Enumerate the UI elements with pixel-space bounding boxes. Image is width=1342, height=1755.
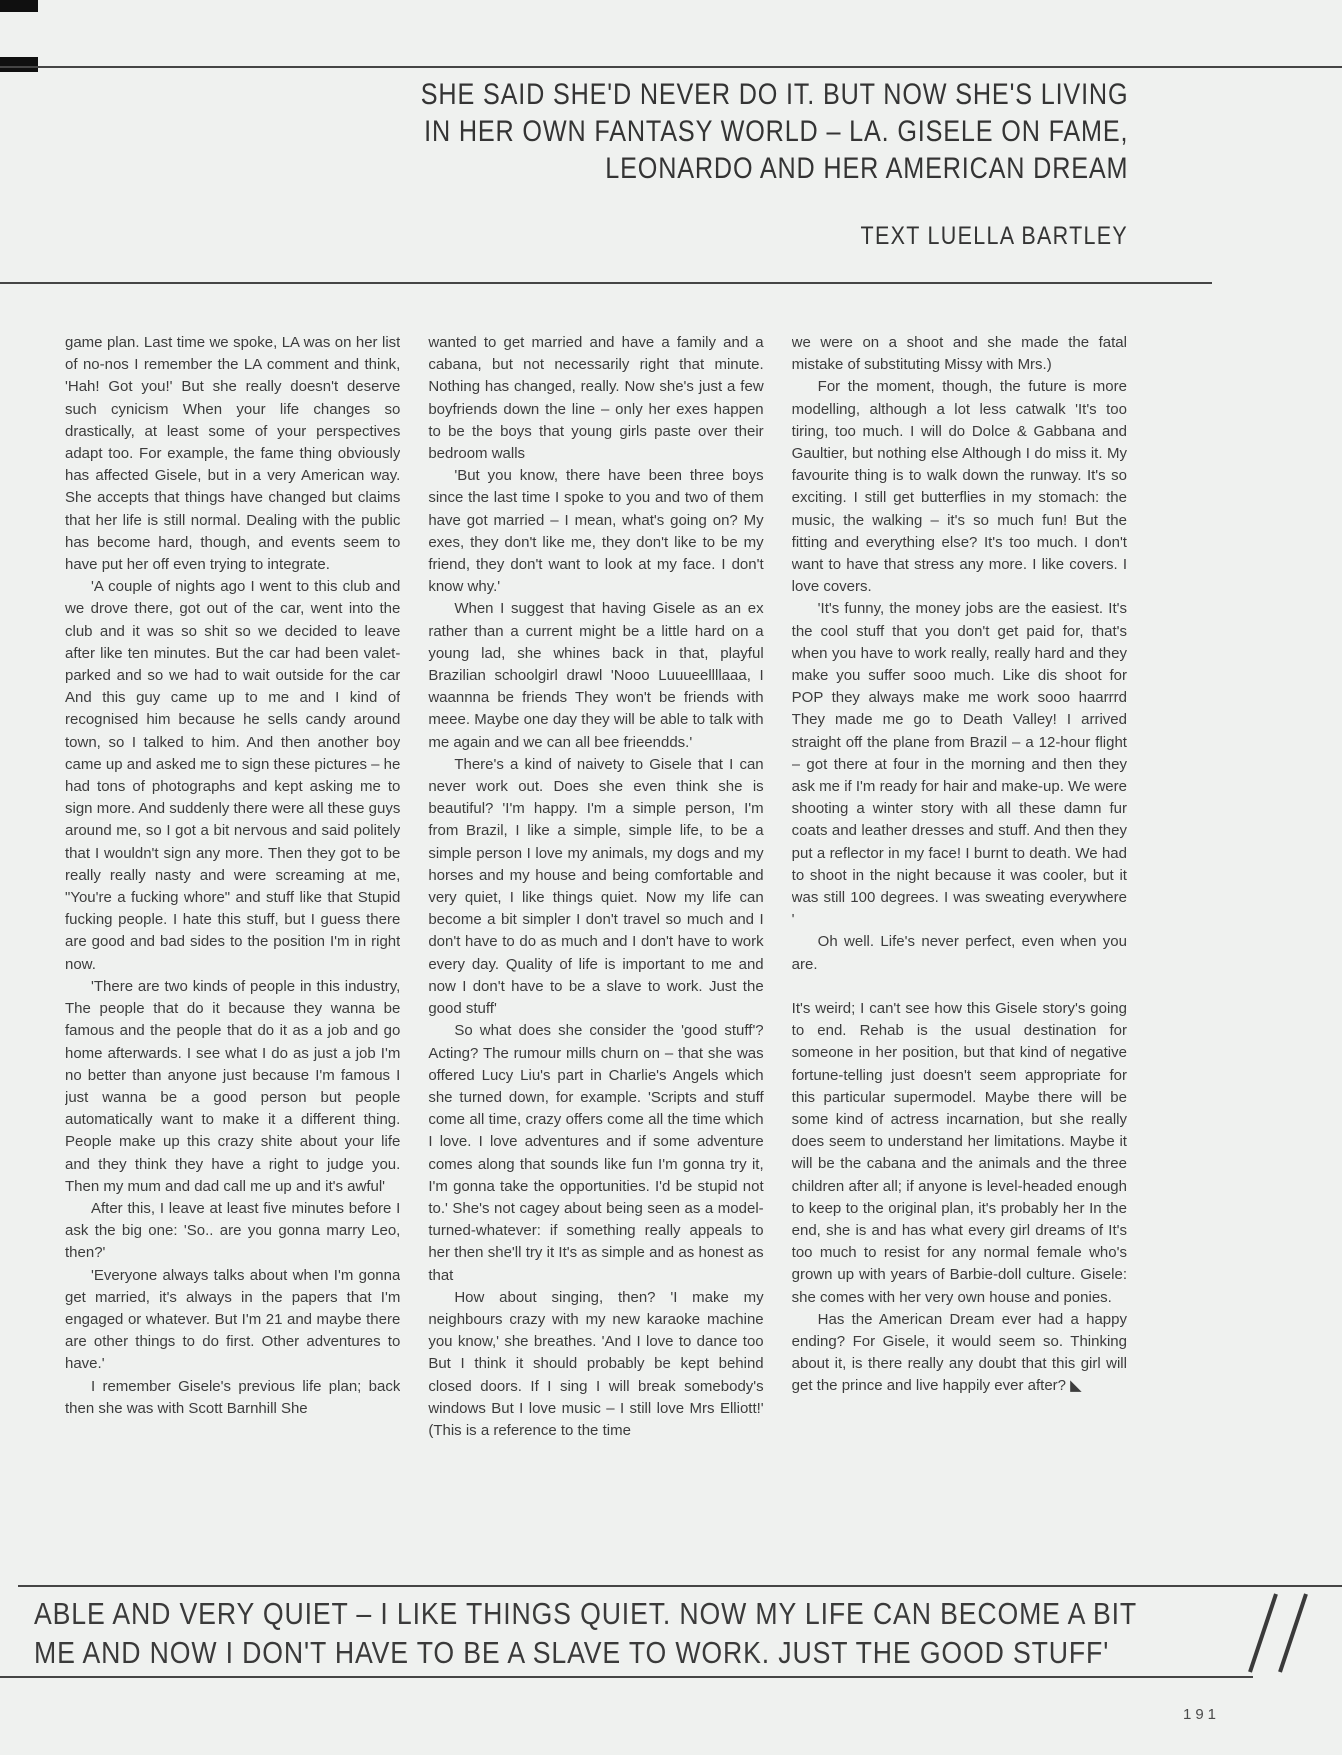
paragraph: There's a kind of naivety to Gisele that I can never work out. Does she even think she is beautiful? 'I'm happy. I'm a simple person, I'm from Brazil, I like a simple, simple life, to be a simple person I love my animals, my dogs and my horses and my house and being comfortable and very quiet, I like things quiet. Now my life can become a bit simpler I don't travel so much and I don't have to do as much and I don't have to work every day. Quality of life is important to me and now I don't have to be a slave to work. Just the good stuff' <box>428 755 764 1018</box>
pullquote-top-rule <box>18 1585 1342 1587</box>
article-headline <box>420 76 1128 187</box>
paragraph: wanted to get married and have a family and a cabana, but not necessarily right that minute. Nothing has changed, really. Now she's just a few boyfriends down the line – only her exes happen to be the boys that young girls paste over their bedroom walls <box>428 334 764 463</box>
paragraph: It's weird; I can't see how this Gisele story's going to end. Rehab is the usual destination for someone in her position, but that kind of negative fortune-telling just doesn't seem appropriate for this particular supermodel. Maybe there will be some kind of actress incarnation, but she really does seem to understand her limitations. Maybe it will be the cabana and the animals and the three children after all; if anyone is level-headed enough to keep to the original plan, it's probably her In the end, she is and has what every girl dreams of It's too much to resist for any normal female who's grown up with years of Barbie-doll culture. Gisele: she comes with her very own house and ponies. <box>791 999 1127 1306</box>
paragraph: 'But you know, there have been three boys since the last time I spoke to you and two of them have got married – I mean, what's going on? My exes, they don't like me, they don't like to be my friend, they don't want to look at my face. I don't know why.' <box>428 467 764 596</box>
article-column-1 <box>65 332 400 1576</box>
print-artifact-bar-bottom <box>0 57 38 72</box>
paragraph: 'Everyone always talks about when I'm gonna get married, it's always in the papers that I'm engaged or whatever. But I'm 21 and maybe there are other things to do first. Other adventures to have.' <box>65 1266 401 1373</box>
article-body <box>65 332 1127 1576</box>
paragraph: 'There are two kinds of people in this industry, The people that do it because they wanna be famous and the people that do it as a job and go home afterwards. I see what I do as just a job I'm no better than anyone just because I'm famous I just wanna be a good person but people automatically want to make it a different thing. People make up this crazy shite about your life and they think they have a right to judge you. Then my mum and dad call me up and it's awful' <box>65 977 401 1195</box>
double-slash-icon <box>1218 1592 1314 1674</box>
pullquote-bottom-rule <box>0 1676 1253 1678</box>
article-column-2 <box>428 332 763 1576</box>
headline-line-2: IN HER OWN FANTASY WORLD – LA. GISELE ON FAME, <box>423 115 1128 148</box>
byline-rule <box>0 282 1212 284</box>
paragraph: I remember Gisele's previous life plan; back then she was with Scott Barnhill She <box>65 1377 401 1417</box>
headline-line-1: SHE SAID SHE'D NEVER DO IT. BUT NOW SHE'S LIVING <box>420 78 1128 111</box>
paragraph: After this, I leave at least five minutes before I ask the big one: 'So.. are you gonna marry Leo, then?' <box>65 1199 401 1262</box>
paragraph: 'A couple of nights ago I went to this club and we drove there, got out of the car, went into the club and it was so shit so we decided to leave after like ten minutes. But the car had been valet-parked and so we had to wait outside for the car And this guy came up to me and I kind of recognised him because he sells candy around town, so I talked to him. And then another boy came up and asked me to sign these pictures – he had tons of photographs and kept asking me to sign more. And suddenly there were all these guys around me, so I got a bit nervous and said politely that I wouldn't sign any more. Then they got to be really really nasty and were screaming at me, "You're a fucking whore" and stuff like that Stupid fucking people. I hate this stuff, but I guess there are good and bad sides to the position I'm in right now. <box>65 578 401 973</box>
article-column-3 <box>792 332 1127 1576</box>
paragraph: When I suggest that having Gisele as an ex rather than a current might be a little hard on a young lad, she whines back in that, playful Brazilian schoolgirl drawl 'Nooo Luuueellllaaa, I waannna be friends They won't be friends with meee. Maybe one day they will be able to talk with me again and we can all bee frieendds.' <box>428 600 764 751</box>
pullquote-line-1: ABLE AND VERY QUIET – I LIKE THINGS QUIET. NOW MY LIFE CAN BECOME A BIT <box>34 1596 1138 1631</box>
paragraph: For the moment, though, the future is more modelling, although a lot less catwalk 'It's too tiring, too much. I will do Dolce & Gabbana and Gaultier, but nothing else Although I do miss it. My favourite thing is to walk down the runway. It's so exciting. I still get butterflies in my stomach: the music, the walking – it's so much fun! But the fitting and everything else? It's too much. I don't want to have that stress any more. I like covers. I love covers. <box>791 378 1127 596</box>
top-rule <box>0 66 1342 68</box>
paragraph: How about singing, then? 'I make my neighbours crazy with my new karaoke machine you know,' she breathes. 'And I love to dance too But I think it should probably be kept behind closed doors. If I sing I will break somebody's windows But I love music – I still love Mrs Elliott!' (This is a reference to the time <box>428 1288 764 1439</box>
paragraph: Oh well. Life's never perfect, even when you are. <box>791 933 1127 973</box>
byline: TEXT LUELLA BARTLEY <box>860 222 1128 250</box>
pullquote-line-2: ME AND NOW I DON'T HAVE TO BE A SLAVE TO WORK. JUST THE GOOD STUFF' <box>34 1635 1110 1670</box>
page-number: 191 <box>1183 1706 1221 1723</box>
paragraph: 'It's funny, the money jobs are the easiest. It's the cool stuff that you don't get paid for, that's when you have to work really, really hard and they make you suffer sooo much. Like dis shoot for POP they always make me work sooo haarrrd They made me go to Death Valley! I arrived straight off the plane from Brazil – a 12-hour flight – got there at four in the morning and then they ask me if I'm ready for hair and make-up. We were shooting a winter story with all these damn fur coats and leather dresses and stuff. And then they put a reflector in my face! I burnt to death. We had to shoot in the night because it was cooler, but it was still 100 degrees. I was sweating everywhere ' <box>791 600 1127 929</box>
paragraph: Has the American Dream ever had a happy ending? For Gisele, it would seem so. Thinking about it, is there really any doubt that this girl will get the prince and live happily ever after? ◣ <box>791 1310 1127 1395</box>
headline-line-3: LEONARDO AND HER AMERICAN DREAM <box>604 152 1128 185</box>
print-artifact-bar-top <box>0 0 38 12</box>
paragraph: So what does she consider the 'good stuff'? Acting? The rumour mills churn on – that she was offered Lucy Liu's part in Charlie's Angels which she turned down, for example. 'Scripts and stuff come all time, crazy offers come all the time which I love. I love adventures and if some adventure comes along that sounds like fun I'm gonna try it, I'm gonna take the opportunities. I'd be stupid not to.' She's not cagey about being seen as a model-turned-whatever: if something really appeals to her then she'll try it It's as simple and as honest as that <box>428 1022 764 1284</box>
paragraph: we were on a shoot and she made the fatal mistake of substituting Missy with Mrs.) <box>791 334 1127 374</box>
paragraph: game plan. Last time we spoke, LA was on her list of no-nos I remember the LA comment and think, 'Hah! Got you!' But she really doesn't deserve such cynicism When your life changes so drastically, at least some of your perspectives adapt too. For example, the fame thing obviously has affected Gisele, but in a very American way. She accepts that things have changed but claims that her life is still normal. Dealing with the public has become hard, though, and events seem to have put her off even trying to integrate. <box>65 334 401 574</box>
pullquote <box>34 1594 1137 1672</box>
